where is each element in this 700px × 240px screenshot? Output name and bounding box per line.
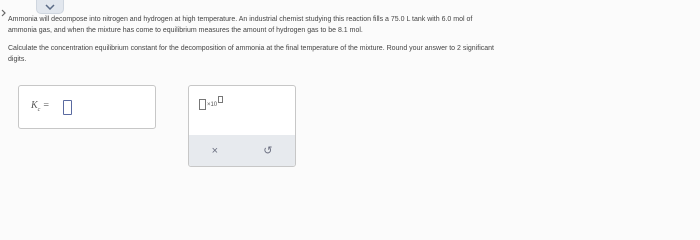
collapse-toggle[interactable] [36, 0, 64, 14]
problem-statement [8, 14, 688, 65]
problem-line: digits. [8, 56, 27, 63]
kc-label: $K_c$ = [31, 100, 49, 113]
problem-line: Ammonia will decompose into nitrogen and hydrogen at high temperature. An industrial chemist studying this reaction fills a 75.0 L tank with 6.0 mol of [8, 16, 473, 23]
problem-line: ammonia gas, and when the mixture has come to equilibrium measures the amount of hydrogen gas to be 8.1 mol. [8, 27, 363, 34]
chevron-down-icon [45, 4, 55, 10]
tool-bar [189, 135, 295, 166]
answer-box [18, 85, 156, 129]
problem-line: Calculate the concentration equilibrium constant for the decomposition of ammonia at the final temperature of the mixture. Round your answer to 2 significant [8, 45, 494, 52]
clear-button[interactable]: × [211, 144, 219, 157]
side-expand-toggle[interactable] [0, 4, 7, 22]
times-ten-text: ×10 [206, 102, 218, 108]
mantissa-box-icon [199, 99, 206, 110]
math-toolbox [188, 85, 296, 167]
exponent-box-icon [218, 96, 223, 103]
chevron-right-icon [1, 9, 6, 17]
undo-button[interactable]: ↺ [263, 145, 273, 157]
answer-input[interactable] [63, 100, 72, 115]
scientific-notation-button[interactable] [199, 96, 223, 112]
